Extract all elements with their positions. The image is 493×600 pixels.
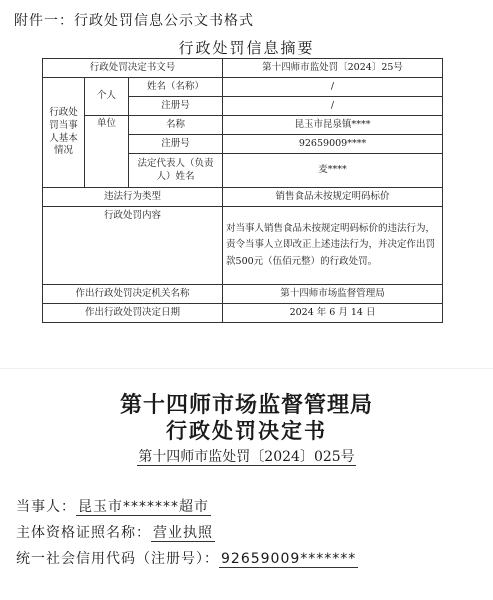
- doc-no-label: 行政处罚决定书文号: [43, 59, 223, 78]
- date-label: 作出行政处罚决定日期: [43, 304, 223, 323]
- cert-field: [16, 522, 215, 542]
- date-value: 2024 年 6 月 14 日: [223, 304, 443, 323]
- unit-label: 单位: [85, 116, 129, 188]
- summary-table: [42, 58, 443, 323]
- violation-type-label: 违法行为类型: [43, 188, 223, 207]
- reg-label-unit: 注册号: [129, 135, 223, 154]
- reg-value-individual: /: [223, 97, 443, 116]
- doc-title: 行政处罚决定书: [166, 418, 327, 443]
- name-value: /: [223, 78, 443, 97]
- content-label: 行政处罚内容: [43, 207, 223, 285]
- party-label: 当事人：: [16, 499, 76, 515]
- doc-number: [0, 446, 493, 466]
- credit-value: 92659009*******: [221, 551, 357, 567]
- individual-label: 个人: [85, 78, 129, 116]
- org-title: 第十四师市场监督管理局: [119, 392, 373, 418]
- reg-label-individual: 注册号: [129, 97, 223, 116]
- cert-label: 主体资格证照名称：: [16, 525, 151, 541]
- attachment-label: 附件一：行政处罚信息公示文书格式: [14, 13, 254, 29]
- legal-rep-label: 法定代表人（负责人）姓名: [129, 154, 223, 188]
- credit-label: 统一社会信用代码（注册号）：: [16, 551, 219, 567]
- name-label: 姓名（名称）: [129, 78, 223, 97]
- summary-title: 行政处罚信息摘要: [178, 39, 315, 57]
- authority-value: 第十四师市场监督管理局: [223, 285, 443, 304]
- legal-rep-value: 麦****: [223, 154, 443, 188]
- content-value: 对当事人销售食品未按规定明码标价的违法行为，责令当事人立即改正上述违法行为，并决定作出罚款500元（伍佰元整）的行政处罚。: [223, 207, 443, 285]
- doc-no-value: 第十四师市监处罚〔2024〕25号: [223, 59, 443, 78]
- violation-type-value: 销售食品未按规定明码标价: [223, 188, 443, 207]
- party-value: 昆玉市*******超市: [78, 499, 209, 515]
- doc-number-text: 第十四师市监处罚〔2024〕025号: [138, 449, 355, 465]
- authority-label: 作出行政处罚决定机关名称: [43, 285, 223, 304]
- reg-value-unit: 92659009****: [223, 135, 443, 154]
- unit-name-label: 名称: [129, 116, 223, 135]
- section-divider: [0, 368, 493, 369]
- unit-name-value: 昆玉市昆泉镇****: [223, 116, 443, 135]
- party-field: [16, 496, 211, 516]
- cert-value: 营业执照: [153, 525, 213, 541]
- subject-label: 行政处罚当事人基本情况: [43, 78, 85, 188]
- credit-field: [16, 548, 358, 568]
